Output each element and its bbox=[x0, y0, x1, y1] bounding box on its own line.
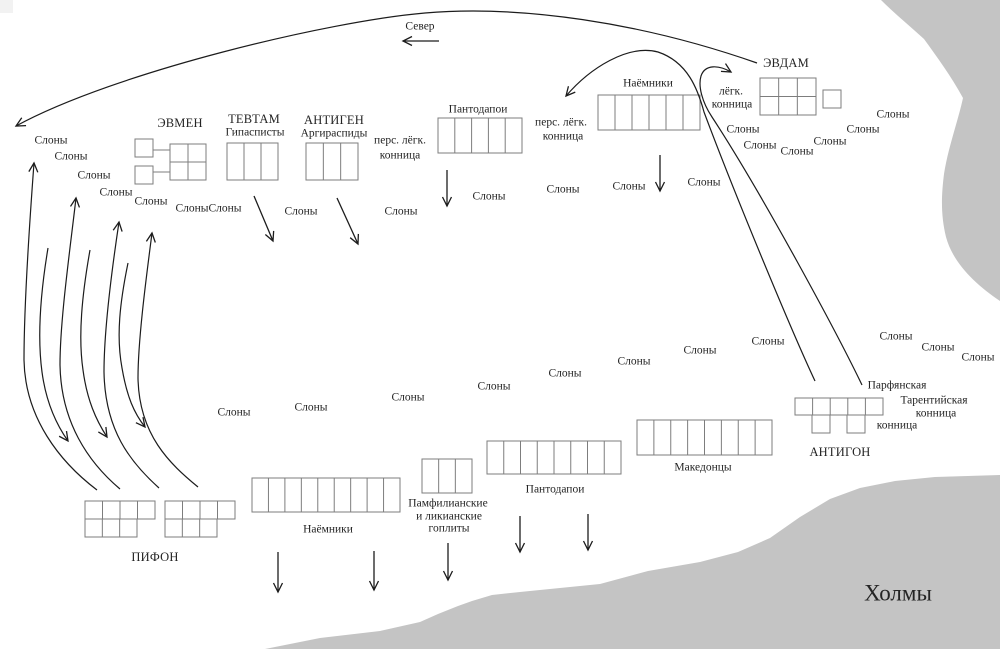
elephants-label: Слоны bbox=[284, 205, 318, 218]
left-up-arrow-3 bbox=[104, 222, 159, 488]
mercenaries-top-label: Наёмники bbox=[623, 77, 673, 90]
antigonus-label: АНТИГОН bbox=[809, 444, 871, 459]
unit-box bbox=[795, 398, 883, 415]
hills-label: Холмы bbox=[864, 580, 932, 606]
unit-box bbox=[306, 143, 358, 180]
unit-box bbox=[812, 415, 830, 433]
pantodapoi-bottom-label: Пантодапои bbox=[525, 483, 585, 496]
parthian-cavalry-label-line2: конница bbox=[876, 419, 918, 432]
antigonus-unit bbox=[795, 398, 883, 433]
unit-box bbox=[135, 139, 153, 157]
north-label: Север bbox=[405, 20, 435, 33]
pantodapoi-top-unit bbox=[438, 118, 522, 153]
unit-box bbox=[252, 478, 400, 512]
elephants-label: Слоны bbox=[77, 169, 111, 182]
elephants-label: Слоны bbox=[208, 202, 242, 215]
elephants-label: Слоны bbox=[751, 335, 785, 348]
argyraspides-label: Аргираспиды bbox=[300, 127, 368, 140]
pantodapoi-bottom-unit bbox=[487, 441, 621, 474]
elephants-label: Слоны bbox=[134, 195, 168, 208]
light-cavalry-label-line2: конница bbox=[711, 98, 753, 111]
persian-light-cavalry-west-label-line2: конница bbox=[379, 149, 421, 162]
teutam-unit bbox=[227, 143, 278, 180]
left-down-arrow-2 bbox=[81, 250, 107, 437]
elephants-label: Слоны bbox=[472, 190, 506, 203]
elephants-label: Слоны bbox=[780, 145, 814, 158]
unit-box bbox=[227, 143, 278, 180]
antigenes-label: АНТИГЕН bbox=[303, 112, 365, 127]
elephants-label: Слоны bbox=[294, 401, 328, 414]
teutam-advance-arrow bbox=[254, 196, 273, 241]
antigenes-unit bbox=[306, 143, 358, 180]
elephants-label: Слоны bbox=[743, 139, 777, 152]
elephants-label: Слоны bbox=[617, 355, 651, 368]
elephants-label: Слоны bbox=[391, 391, 425, 404]
elephants-label: Слоны bbox=[99, 186, 133, 199]
teutam-label: ТЕВТАМ bbox=[228, 111, 280, 126]
elephants-label: Слоны bbox=[546, 183, 580, 196]
elephants-label: Слоны bbox=[687, 176, 721, 189]
tarentine-cavalry-label-line2: конница bbox=[915, 407, 957, 420]
parthian-cavalry-label-line1: Парфянская bbox=[867, 379, 927, 392]
elephants-label: Слоны bbox=[34, 134, 68, 147]
mercenaries-bottom-label: Наёмники bbox=[303, 523, 353, 536]
terrain-hills-bottom bbox=[265, 475, 1000, 649]
pamphylian-hoplites-label-line3: гоплиты bbox=[428, 522, 470, 535]
elephants-label: Слоны bbox=[846, 123, 880, 136]
python-unit bbox=[85, 501, 235, 537]
elephants-label: Слоны bbox=[548, 367, 582, 380]
mercenaries-bottom-unit bbox=[252, 478, 400, 512]
elephants-label: Слоны bbox=[612, 180, 646, 193]
unit-box bbox=[135, 166, 153, 184]
python-label: ПИФОН bbox=[131, 549, 179, 564]
unit-box bbox=[85, 519, 137, 537]
persian-light-cavalry-mid-label-line2: конница bbox=[542, 130, 584, 143]
persian-light-cavalry-mid-label-line1: перс. лёгк. bbox=[535, 116, 587, 129]
elephants-label: Слоны bbox=[813, 135, 847, 148]
eudamos-label: ЭВДАМ bbox=[763, 55, 809, 70]
tarentine-cavalry-label-line1: Тарентийская bbox=[900, 394, 968, 407]
top-flank-sweep-arrow bbox=[16, 11, 757, 126]
eumenes-unit bbox=[135, 139, 206, 184]
mercenaries-top-unit bbox=[598, 95, 700, 130]
elephants-label: Слоны bbox=[683, 344, 717, 357]
left-down-arrow-3 bbox=[119, 263, 145, 427]
elephants-label: Слоны bbox=[217, 406, 251, 419]
elephants-label: Слоны bbox=[921, 341, 955, 354]
unit-box bbox=[823, 90, 841, 108]
elephants-label: Слоны bbox=[879, 330, 913, 343]
antigenes-advance-arrow bbox=[337, 198, 358, 244]
pamphylian-hoplites-label-line1: Памфилианские bbox=[408, 497, 488, 510]
corner-patch bbox=[0, 0, 13, 13]
elephants-label: Слоны bbox=[477, 380, 511, 393]
elephants-label: Слоны bbox=[726, 123, 760, 136]
macedonians-label: Македонцы bbox=[674, 461, 732, 474]
terrain-top-right bbox=[881, 0, 1000, 301]
elephants-label: Слоны bbox=[876, 108, 910, 121]
macedonians-unit bbox=[637, 420, 772, 455]
persian-light-cavalry-west-label-line1: перс. лёгк. bbox=[374, 134, 426, 147]
left-down-arrow-1 bbox=[40, 248, 68, 441]
left-up-arrow-2 bbox=[60, 198, 120, 489]
unit-box bbox=[165, 519, 217, 537]
pantodapoi-top-label: Пантодапои bbox=[448, 103, 508, 116]
left-up-arrow-1 bbox=[24, 163, 97, 490]
unit-box bbox=[438, 118, 522, 153]
pamphylian-hoplites-label-line2: и ликианские bbox=[416, 510, 482, 523]
light-cavalry-label-line1: лёгк. bbox=[718, 85, 744, 98]
elephants-label: Слоны bbox=[175, 202, 209, 215]
eumenes-label: ЭВМЕН bbox=[157, 115, 203, 130]
unit-box bbox=[422, 459, 472, 493]
elephants-label: Слоны bbox=[384, 205, 418, 218]
pamphylian-hoplites-unit bbox=[422, 459, 472, 493]
elephants-label: Слоны bbox=[961, 351, 995, 364]
left-up-arrow-4 bbox=[138, 233, 198, 487]
cavalry-sweep-left-arrow bbox=[566, 50, 815, 381]
hypaspists-label: Гипасписты bbox=[225, 126, 285, 139]
eudamos-unit bbox=[760, 78, 841, 115]
unit-box bbox=[847, 415, 865, 433]
elephants-label: Слоны bbox=[54, 150, 88, 163]
